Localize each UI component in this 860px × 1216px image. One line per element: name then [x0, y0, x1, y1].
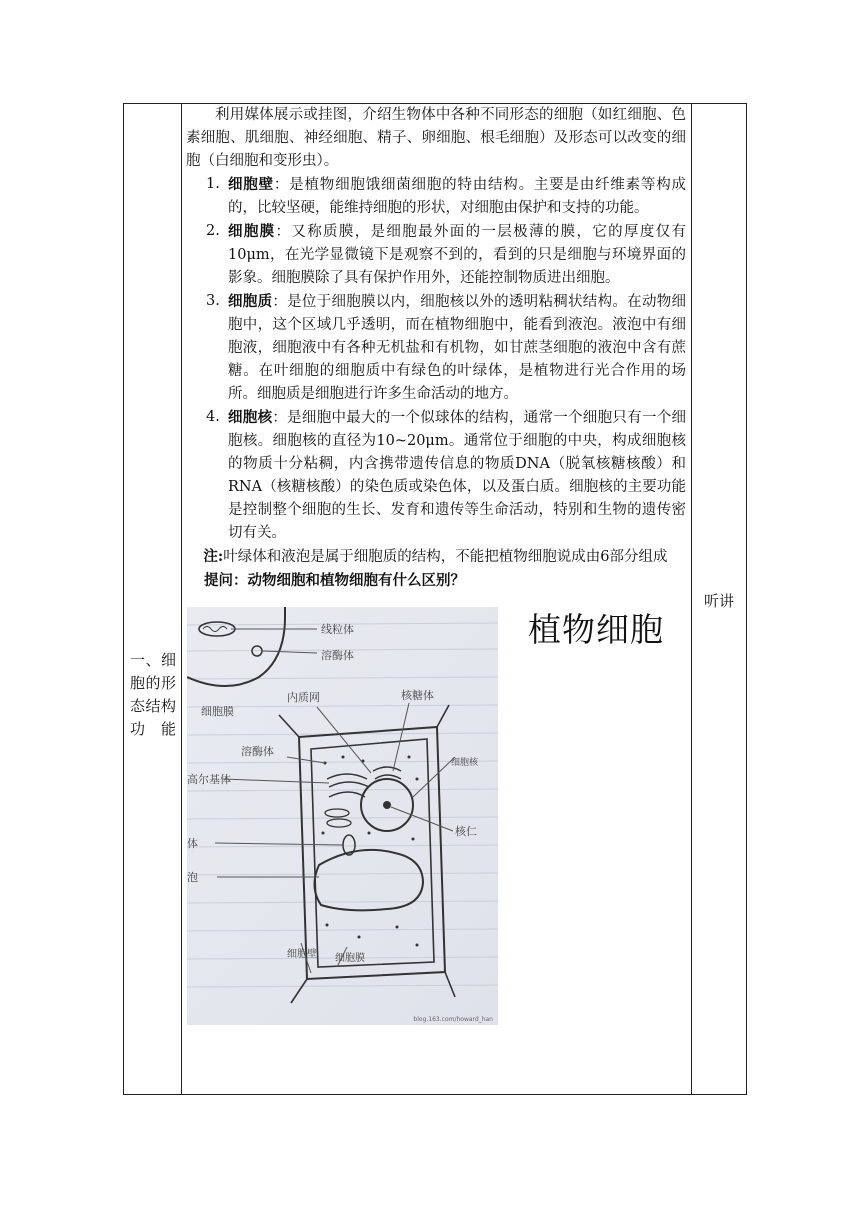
cell-drawing-photo: [187, 607, 498, 1025]
item-term: 细胞核: [228, 409, 273, 426]
note: [186, 545, 686, 569]
list-item: [186, 173, 686, 220]
item-text: ：是位于细胞膜以内，细胞核以外的透明粘稠状结构。在动物细胞中，这个区域几乎透明，而在植物细胞中，能看到液泡。液泡中有细胞液，细胞液中有各种无机盐和有机物，如甘蔗茎细胞的液泡中含有蔗糖。在叶细胞的细胞质中有绿色的叶绿体，是植物进行光合作用的场所。细胞质是细胞进行许多生命活动的地方。: [228, 294, 687, 402]
note-label: 注:: [203, 548, 224, 565]
item-number: 3.: [206, 293, 220, 309]
item-term: 细胞壁: [228, 176, 274, 193]
item-text: ：是植物细胞饿细菌细胞的特由结构。主要是由纤维素等构成的，比较坚硬，能维持细胞的形状，对细胞由保护和支持的功能。: [228, 177, 687, 216]
item-term: 细胞膜: [228, 223, 276, 240]
column-divider: [181, 103, 182, 1095]
watermark: blog.163.com/howard_han: [413, 1016, 493, 1023]
item-number: 2.: [206, 223, 220, 239]
item-text: ：又称质膜，是细胞最外面的一层极薄的膜，它的厚度仅有10μm，在光学显微镜下是观察不到的，看到的只是细胞与环境界面的影象。细胞膜除了具有保护作用外，还能控制物质进出细胞。: [228, 224, 687, 286]
section-column: [124, 103, 181, 1095]
intro-paragraph: 利用媒体展示或挂图，介绍生物体中各种不同形态的细胞（如红细胞、色素细胞、肌细胞、神经细胞、精子、卵细胞、根毛细胞）及形态可以改变的细胞（白细胞和变形虫）。: [186, 107, 686, 169]
figure-caption: 植物细胞: [528, 610, 664, 649]
label-membrane-top: 细胞膜: [201, 705, 234, 718]
label-nucleus: 细胞核: [451, 758, 479, 768]
label-nucleolus: 核仁: [455, 825, 477, 838]
label-ribo: 核糖体: [401, 689, 434, 702]
list-item: [186, 290, 686, 406]
label-wall: 细胞壁: [287, 949, 317, 960]
label-vacuole: 泡: [187, 871, 198, 884]
structure-list: [186, 173, 686, 545]
item-number: 1.: [206, 176, 220, 192]
note-text: 叶绿体和液泡是属于细胞质的结构，不能把植物细胞说成由6部分组成: [223, 549, 668, 565]
list-item: [186, 406, 686, 545]
label-er: 内质网: [287, 691, 320, 704]
teaching-method: 听讲: [703, 592, 734, 610]
label-lyso2: 溶酶体: [241, 745, 274, 758]
label-plastid: 体: [187, 837, 198, 850]
label-membrane: 细胞膜: [335, 953, 365, 964]
label-mito: 线粒体: [321, 623, 354, 636]
item-term: 细胞质: [228, 293, 273, 310]
question: 提问：动物细胞和植物细胞有什么区别？: [204, 572, 465, 589]
method-column: [692, 103, 746, 1095]
section-title: 一、细胞的形态结构功能: [130, 651, 176, 738]
list-item: [186, 220, 686, 290]
label-golgi: 高尔基体: [187, 773, 231, 786]
item-number: 4.: [206, 409, 220, 425]
label-lyso: 溶酶体: [321, 649, 354, 662]
lesson-content: [186, 104, 686, 592]
item-text: ：是细胞中最大的一个似球体的结构，通常一个细胞只有一个细胞核。细胞核的直径为10~20μm。通常位于细胞的中央，构成细胞核的物质十分粘稠，内含携带遗传信息的物质DNA（脱氧核糖核酸）和RNA（核糖核酸）的染色质或染色体，以及蛋白质。细胞核的主要功能是控制整个细胞的生长、发育和遗传等生命活动，特别和生物的遗传密切有关。: [228, 410, 687, 541]
